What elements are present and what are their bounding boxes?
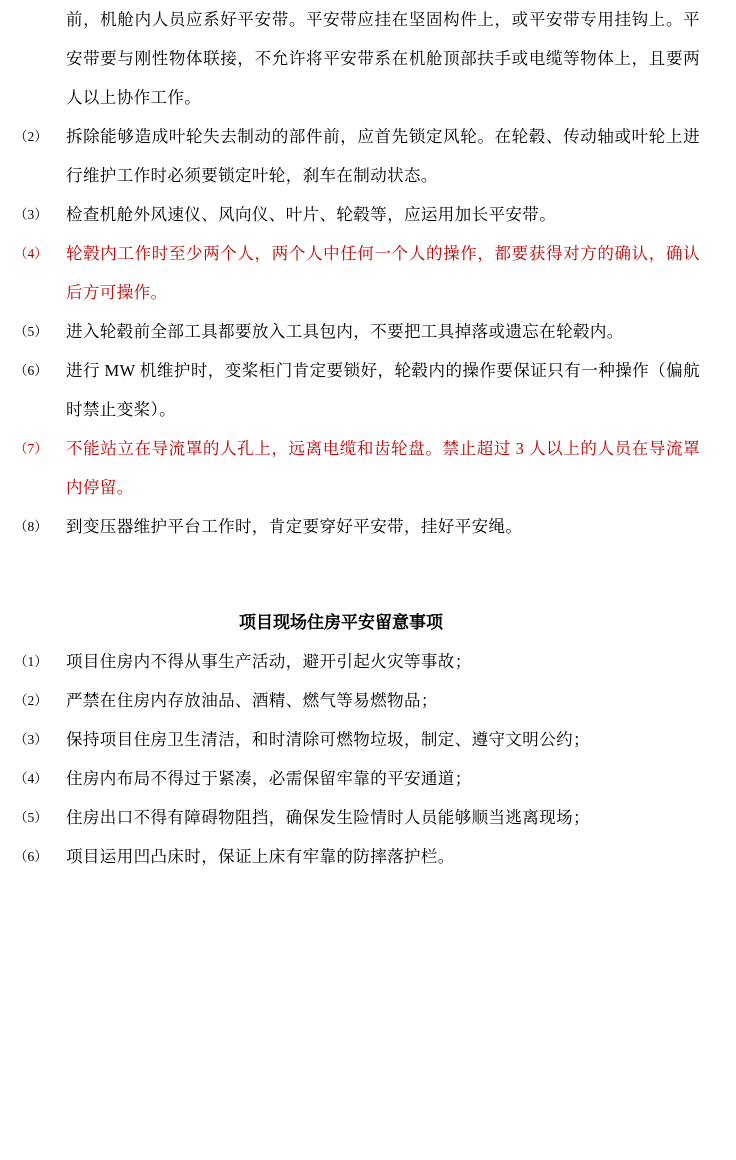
list-marker: （8） — [14, 519, 48, 534]
continuation-paragraph: 前，机舱内人员应系好平安带。平安带应挂在坚固构件上，或平安带专用挂钩上。平安带要与刚性物体联接，不允许将平安带系在机舱顶部扶手或电缆等物体上，且要两人以上协作工作。 — [66, 10, 700, 107]
list-item — [8, 681, 700, 720]
list-marker: （2） — [14, 693, 48, 708]
list-item — [8, 507, 700, 546]
list-text: 到变压器维护平台工作时，肯定要穿好平安带，挂好平安绳。 — [66, 517, 523, 536]
blank-line — [8, 546, 700, 585]
list-text: 不能站立在导流罩的人孔上，远离电缆和齿轮盘。禁止超过 3 人以上的人员在导流罩内停留。 — [66, 439, 700, 497]
list-text: 项目运用凹凸床时，保证上床有牢靠的防摔落护栏。 — [66, 847, 455, 866]
list-marker: （2） — [14, 129, 48, 144]
list-marker: （6） — [14, 363, 48, 378]
list-text: 住房出口不得有障碍物阻挡，确保发生险情时人员能够顺当逃离现场； — [66, 808, 590, 827]
list-item — [8, 351, 700, 429]
list-text: 进入轮毂前全部工具都要放入工具包内，不要把工具掉落或遗忘在轮毂内。 — [66, 322, 624, 341]
list-marker: （1） — [14, 654, 48, 669]
list-item — [8, 195, 700, 234]
list-marker: （5） — [14, 324, 48, 339]
list-item — [8, 798, 700, 837]
list-item — [8, 312, 700, 351]
list-marker: （5） — [14, 810, 48, 825]
list-text: 轮毂内工作时至少两个人，两个人中任何一个人的操作，都要获得对方的确认，确认后方可操作。 — [66, 244, 700, 302]
list-item — [8, 117, 700, 195]
section-title: 项目现场住房平安留意事项 — [239, 613, 443, 632]
list-marker: （3） — [14, 207, 48, 222]
list-text: 严禁在住房内存放油品、酒精、燃气等易燃物品； — [66, 691, 438, 710]
list-item — [8, 642, 700, 681]
list-item — [8, 837, 700, 876]
list-item — [8, 759, 700, 798]
list-item — [8, 720, 700, 759]
list-item — [8, 234, 700, 312]
list-text: 进行 MW 机维护时，变桨柜门肯定要锁好，轮毂内的操作要保证只有一种操作（偏航时禁止变桨）。 — [66, 361, 700, 419]
blank-line — [8, 585, 700, 603]
list-marker: （4） — [14, 246, 48, 261]
list-text: 保持项目住房卫生清洁，和时清除可燃物垃圾，制定、遵守文明公约； — [66, 730, 590, 749]
list-marker: （7） — [14, 441, 48, 456]
list-item — [8, 429, 700, 507]
list-text: 项目住房内不得从事生产活动，避开引起火灾等事故； — [66, 652, 472, 671]
list-marker: （6） — [14, 849, 48, 864]
list-text: 拆除能够造成叶轮失去制动的部件前，应首先锁定风轮。在轮毂、传动轴或叶轮上进行维护工作时必须要锁定叶轮，刹车在制动状态。 — [66, 127, 700, 185]
list-marker: （4） — [14, 771, 48, 786]
list-text: 住房内布局不得过于紧凑，必需保留牢靠的平安通道； — [66, 769, 472, 788]
list-text: 检查机舱外风速仪、风向仪、叶片、轮毂等，应运用加长平安带。 — [66, 205, 557, 224]
list-marker: （3） — [14, 732, 48, 747]
